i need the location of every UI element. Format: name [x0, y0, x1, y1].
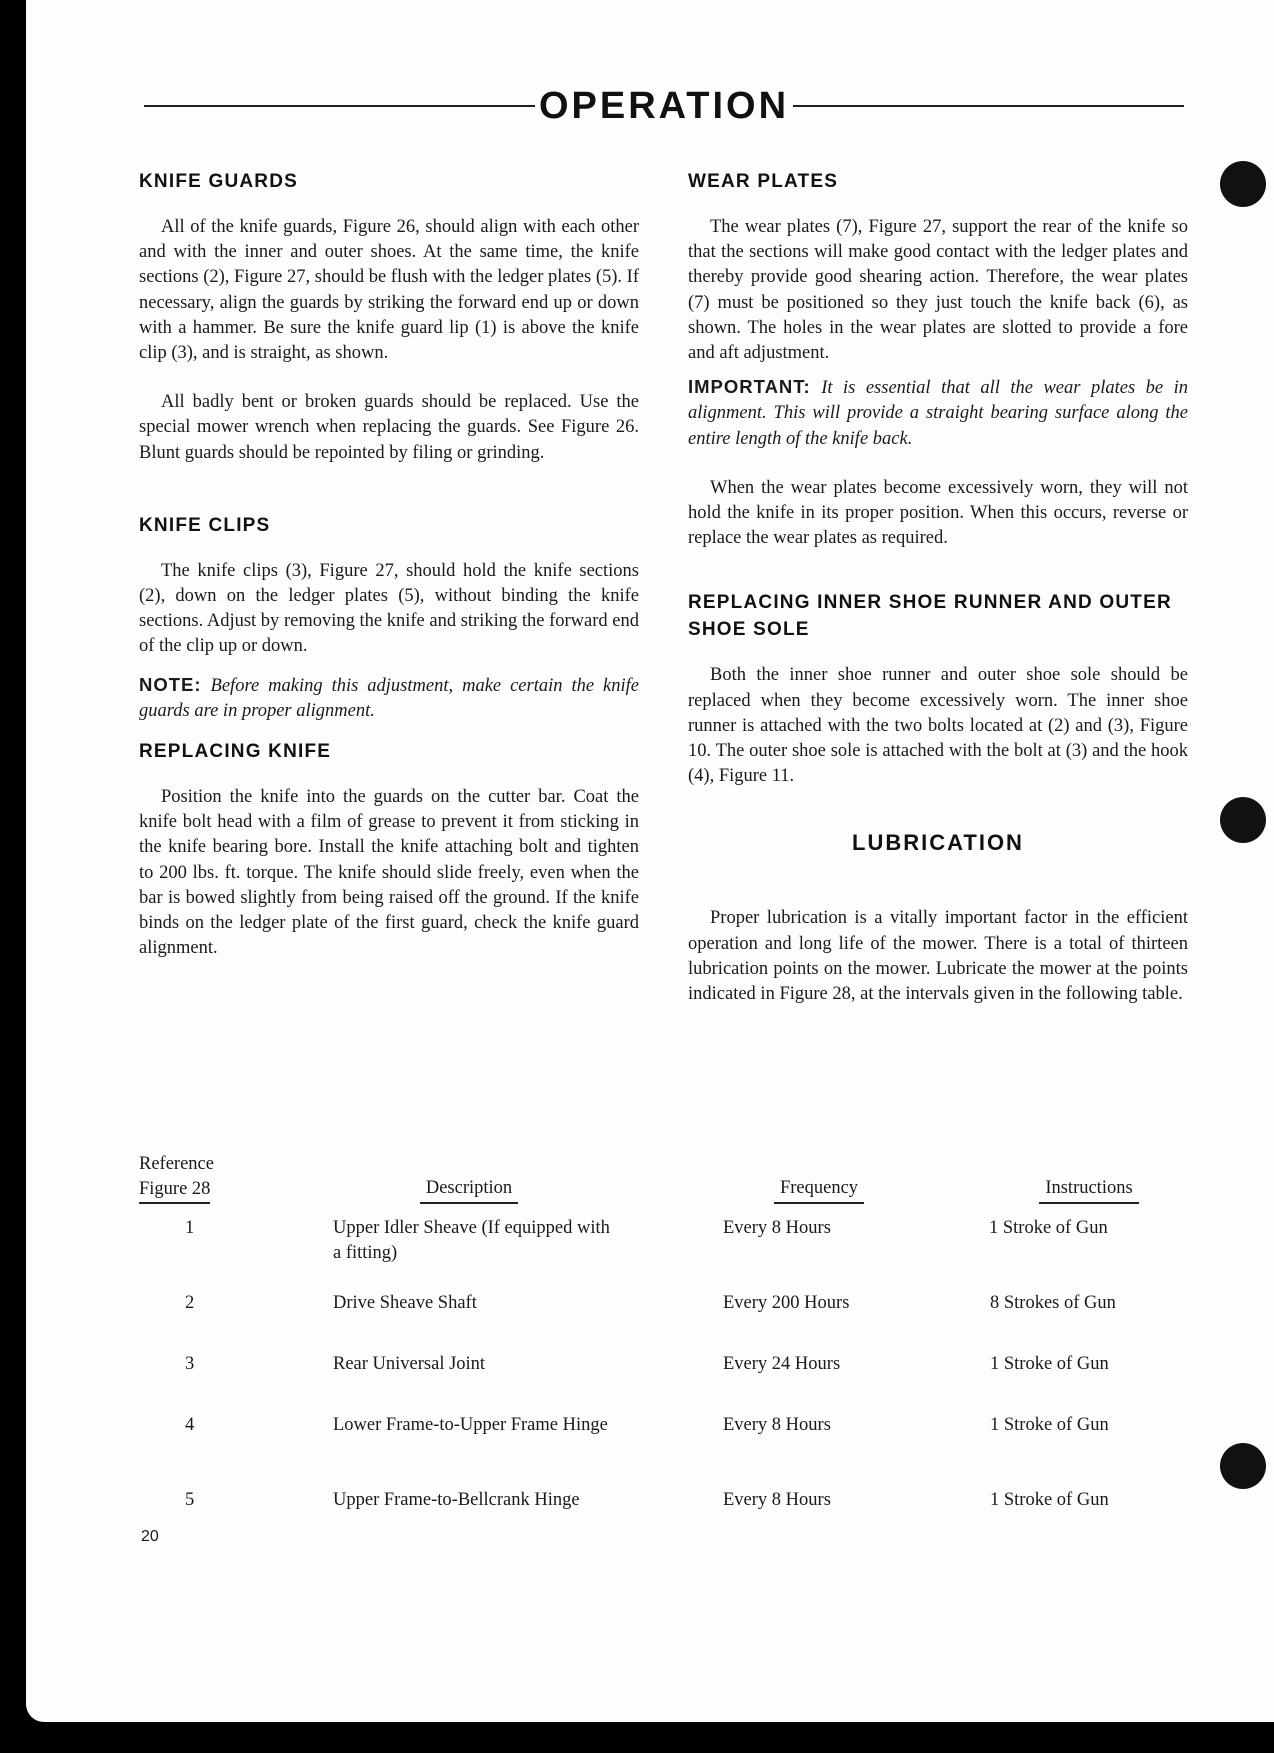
row-frequency: Every 8 Hours: [723, 1415, 831, 1435]
lubrication-heading: LUBRICATION: [852, 830, 1024, 856]
lubrication-paragraph: Proper lubrication is a vitally important factor in the efficient operation and long life of the mower. There is a total of thirteen lubrication points on the mower. Lubricate the mower at the points indicated in Figure 28, at the intervals given in the following table.: [688, 908, 1188, 1005]
table-row: [139, 1342, 1189, 1403]
important-label: IMPORTANT:: [688, 376, 811, 398]
row-frequency: Every 8 Hours: [723, 1218, 831, 1238]
row-description: Upper Frame-to-Bellcrank Hinge: [333, 1490, 580, 1510]
knife-guards-heading: KNIFE GUARDS: [139, 171, 299, 192]
table-header-row: [139, 1152, 1189, 1206]
table-row: [139, 1403, 1189, 1478]
knife-clips-heading: KNIFE CLIPS: [139, 514, 271, 536]
row-instructions: 8 Strokes of Gun: [990, 1293, 1116, 1313]
binder-hole: [1220, 1443, 1266, 1489]
knife-guards-paragraph-2: All badly bent or broken guards should be replaced. Use the special mower wrench when replacing the guards. See Figure 26. Blunt guards should be repointed by filing or grinding.: [139, 392, 639, 463]
page-title: OPERATION: [538, 84, 790, 127]
row-frequency: Every 24 Hours: [723, 1354, 841, 1374]
wear-plates-heading: WEAR PLATES: [688, 171, 839, 192]
binder-hole: [1220, 797, 1266, 843]
row-instructions: 1 Stroke of Gun: [990, 1354, 1109, 1374]
left-column: [139, 168, 639, 961]
page-header: [144, 78, 1184, 134]
row-ref: 1: [185, 1218, 195, 1238]
row-instructions: 1 Stroke of Gun: [990, 1490, 1109, 1510]
row-ref: 2: [185, 1293, 195, 1313]
row-frequency: Every 200 Hours: [723, 1293, 850, 1313]
row-description: Upper Idler Sheave (If equipped with a fitting): [333, 1218, 610, 1263]
row-instructions: 1 Stroke of Gun: [990, 1415, 1109, 1435]
table-row: [139, 1478, 1189, 1539]
manual-page: [26, 0, 1274, 1722]
row-description: Lower Frame-to-Upper Frame Hinge: [333, 1415, 608, 1435]
row-description: Drive Sheave Shaft: [333, 1293, 477, 1313]
header-rule-right: [793, 105, 1184, 107]
page-number: 20: [141, 1528, 159, 1545]
wear-plates-important: [688, 374, 1188, 452]
note-label: NOTE:: [139, 673, 202, 695]
replacing-knife-heading: REPLACING KNIFE: [139, 741, 332, 763]
knife-clips-paragraph: The knife clips (3), Figure 27, should hold the knife sections (2), down on the ledger plates (5), without binding the knife sections. Adjust by removing the knife and striking the forward end of the clip up or down.: [139, 560, 639, 657]
header-rule-left: [144, 105, 535, 107]
wear-plates-paragraph-1: The wear plates (7), Figure 27, support the rear of the knife so that the sections will make good contact with the ledger plates and thereby provide good shearing action. Therefore, the wear plates (7) must be positioned so they just touch the knife back (6), as shown. The holes in the wear plates are slotted to provide a fore and aft adjustment.: [688, 217, 1188, 364]
replacing-shoe-paragraph: Both the inner shoe runner and outer shoe sole should be replaced when they become excessively worn. The inner shoe runner is attached with the two bolts located at (2) and (3), Figure 10. The outer shoe sole is attached with the bolt at (3) and the hook (4), Figure 11.: [688, 665, 1188, 787]
lubrication-table: [139, 1152, 1189, 1539]
replacing-knife-paragraph: Position the knife into the guards on the cutter bar. Coat the knife bolt head with a film of grease to prevent it from sticking in the knife bearing bore. Install the knife attaching bolt and tighten to 200 lbs. ft. torque. The knife should slide freely, even when the bar is bowed slightly from being raised off the ground. If the knife binds on the ledger plate of the first guard, check the knife guard alignment.: [139, 787, 639, 959]
table-row: [139, 1281, 1189, 1342]
right-column: [688, 168, 1188, 1007]
column-header-instructions: Instructions: [989, 1152, 1189, 1206]
column-header-frequency: Frequency: [709, 1152, 929, 1206]
table-row: [139, 1206, 1189, 1281]
column-header-reference: [139, 1152, 319, 1206]
row-ref: 4: [185, 1415, 195, 1435]
note-text: Before making this adjustment, make certain the knife guards are in proper alignment.: [139, 675, 640, 721]
reference-label: Reference: [139, 1154, 214, 1174]
important-text: It is essential that all the wear plates be in alignment. This will provide a straight bearing surface along the entire length of the knife back.: [688, 378, 1188, 449]
row-ref: 3: [185, 1354, 195, 1374]
replacing-shoe-heading: REPLACING INNER SHOE RUNNER AND OUTER SHOE SOLE: [688, 592, 1172, 641]
row-instructions: 1 Stroke of Gun: [989, 1218, 1108, 1238]
column-header-description: Description: [319, 1152, 619, 1206]
figure-label: Figure 28: [139, 1177, 210, 1204]
knife-guards-paragraph-1: All of the knife guards, Figure 26, should align with each other and with the inner and outer shoes. At the same time, the knife sections (2), Figure 27, should be flush with the ledger plates (5). If necessary, align the guards by striking the forward end up or down with a hammer. Be sure the knife guard lip (1) is above the knife clip (3), and is straight, as shown.: [139, 217, 639, 364]
row-description: Rear Universal Joint: [333, 1354, 486, 1374]
wear-plates-paragraph-2: When the wear plates become excessively worn, they will not hold the knife in its proper position. When this occurs, reverse or replace the wear plates as required.: [688, 477, 1188, 549]
row-ref: 5: [185, 1490, 195, 1510]
row-frequency: Every 8 Hours: [723, 1490, 831, 1510]
binder-hole: [1220, 161, 1266, 207]
knife-clips-note: [139, 672, 639, 724]
